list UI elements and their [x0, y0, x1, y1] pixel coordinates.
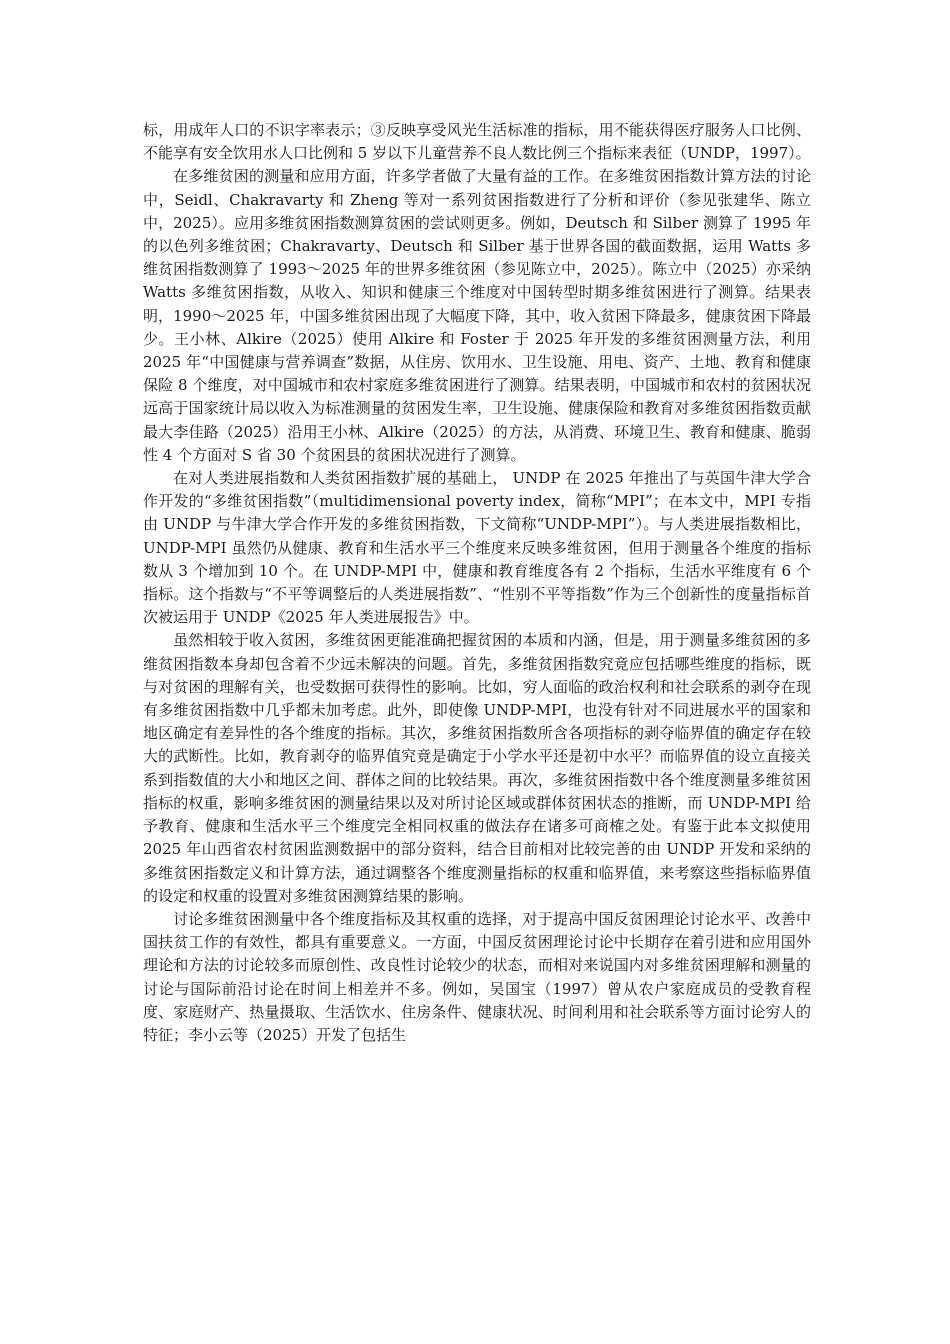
paragraph-significance: 讨论多维贫困测量中各个维度指标及其权重的选择，对于提高中国反贫困理论讨论水平、改善中国扶贫工作的有效性，都具有重要意义。一方面，中国反贫困理论讨论中长期存在着引进和应用国外理论和方法的讨论较多而原创性、改良性讨论较少的状态，而相对来说国内对多维贫困理解和测量的讨论与国际前沿讨论在时间上相差并不多。例如，吴国宝（1997）曾从农户家庭成员的受教育程度、家庭财产、热量摄取、生活饮水、住房条件、健康状况、时间利用和社会联系等方面讨论穷人的特征；李小云等（2025）开发了包括生	[143, 909, 811, 1044]
document-page	[143, 119, 811, 1047]
paragraph-measurement-studies: 在多维贫困的测量和应用方面，许多学者做了大量有益的工作。在多维贫困指数计算方法的讨论中，Seidl、Chakravarty 和 Zheng 等对一系列贫困指数进行了分析和评价（参见张建华、陈立中，2025）。应用多维贫困指数测算贫困的尝试则更多。例如，Deutsch 和 Silber 测算了 1995 年的以色列多维贫困；Chakravarty、Deutsch 和 Silber 基于世界各国的截面数据，运用 Watts 多维贫困指数测算了 1993～2025 年的世界多维贫困（参见陈立中，2025）。陈立中（2025）亦采纳 Watts 多维贫困指数，从收入、知识和健康三个维度对中国转型时期多维贫困进行了测算。结果表明，1990～2025 年，中国多维贫困出现了大幅度下降，其中，收入贫困下降最多，健康贫困下降最少。王小林、Alkire（2025）使用 Alkire 和 Foster 于 2025 年开发的多维贫困测量方法，利用 2025 年“中国健康与营养调查”数据，从住房、饮用水、卫生设施、用电、资产、土地、教育和健康保险 8 个维度，对中国城市和农村家庭多维贫困进行了测算。结果表明，中国城市和农村的贫困状况远高于国家统计局以收入为标准测量的贫困发生率，卫生设施、健康保险和教育对多维贫困指数贡献最大李佳路（2025）沿用王小林、Alkire（2025）的方法，从消费、环境卫生、教育和健康、脆弱性 4 个方面对 S 省 30 个贫困县的贫困状况进行了测算。	[143, 167, 811, 464]
paragraph-continuation: 标，用成年人口的不识字率表示；③反映享受风光生活标准的指标，用不能获得医疗服务人口比例、不能享有安全饮用水人口比例和 5 岁以下儿童营养不良人数比例三个指标来表征（UNDP，1997）。	[143, 121, 811, 163]
paragraph-undp-mpi: 在对人类进展指数和人类贫困指数扩展的基础上， UNDP 在 2025 年推出了与英国牛津大学合作开发的“多维贫困指数”（multidimensional poverty index，简称“MPI”；在本文中，MPI 专指由 UNDP 与牛津大学合作开发的多维贫困指数，下文简称“UNDP-MPI”）。与人类进展指数相比，UNDP-MPI 虽然仍从健康、教育和生活水平三个维度来反映多维贫困，但用于测量各个维度的指标数从 3 个增加到 10 个。在 UNDP-MPI 中，健康和教育维度各有 2 个指标，生活水平维度有 6 个指标。这个指数与“不平等调整后的人类进展指数”、“性别不平等指数”作为三个创新性的度量指标首次被运用于 UNDP《2025 年人类进展报告》中。	[143, 469, 811, 627]
paragraph-mpi-problems: 虽然相较于收入贫困，多维贫困更能准确把握贫困的本质和内涵，但是，用于测量多维贫困的多维贫困指数本身却包含着不少远未解决的问题。首先，多维贫困指数究竟应包括哪些维度的指标，既与对贫困的理解有关，也受数据可获得性的影响。比如，穷人面临的政治权利和社会联系的剥夺在现有多维贫困指数中几乎都未加考虑。此外，即使像 UNDP-MPI，也没有针对不同进展水平的国家和地区确定有差异性的各个维度的指标。其次，多维贫困指数所含各项指标的剥夺临界值的确定存在较大的武断性。比如，教育剥夺的临界值究竟是确定于小学水平还是初中水平？而临界值的设立直接关系到指数值的大小和地区之间、群体之间的比较结果。再次，多维贫困指数中各个维度测量多维贫困指标的权重，影响多维贫困的测量结果以及对所讨论区域或群体贫困状态的推断，而 UNDP-MPI 给予教育、健康和生活水平三个维度完全相同权重的做法存在诸多可商榷之处。有鉴于此本文拟使用 2025 年山西省农村贫困监测数据中的部分资料，结合目前相对比较完善的由 UNDP 开发和采纳的多维贫困指数定义和计算方法，通过调整各个维度测量指标的权重和临界值，来考察这些指标临界值的设定和权重的设置对多维贫困测算结果的影响。	[143, 631, 811, 905]
